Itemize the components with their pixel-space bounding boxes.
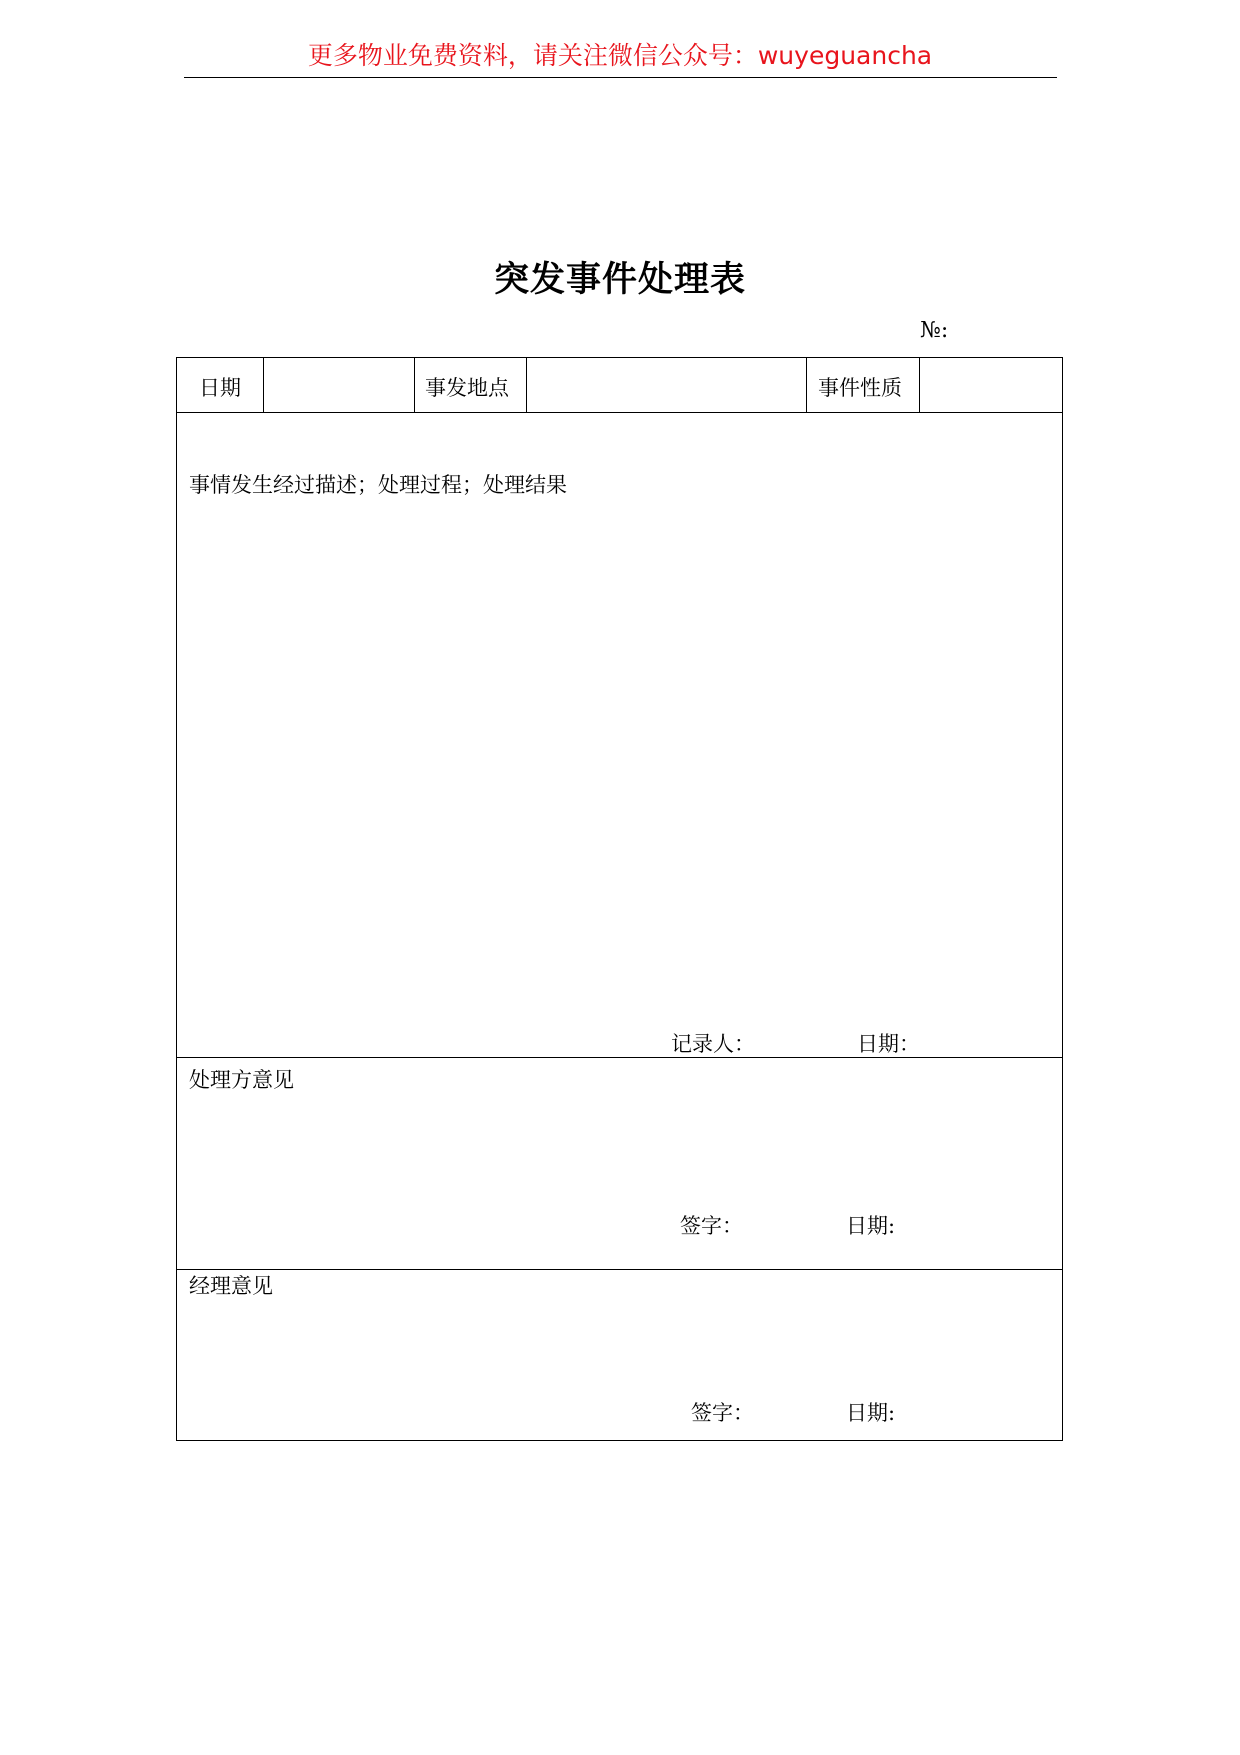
handler-sign-label: 签字： bbox=[680, 1214, 743, 1238]
row-divider-2 bbox=[177, 1057, 1062, 1058]
incident-form-table bbox=[176, 357, 1063, 1441]
form-number-label: №: bbox=[920, 318, 949, 343]
manager-sign-label: 签字： bbox=[691, 1401, 754, 1425]
handler-opinion-area[interactable] bbox=[177, 1098, 1062, 1198]
date-label: 日期 bbox=[199, 376, 241, 400]
recorder-label: 记录人： bbox=[671, 1032, 755, 1056]
divider-after-location-value bbox=[806, 358, 807, 413]
description-area[interactable] bbox=[177, 508, 1062, 928]
description-label: 事情发生经过描述；处理过程；处理结果 bbox=[189, 473, 567, 497]
manager-date-label: 日期: bbox=[846, 1401, 896, 1425]
location-value-cell[interactable] bbox=[527, 358, 807, 413]
manager-opinion-label: 经理意见 bbox=[189, 1274, 273, 1298]
handler-opinion-label: 处理方意见 bbox=[189, 1068, 294, 1092]
handler-date-label: 日期: bbox=[846, 1214, 896, 1238]
nature-value-cell[interactable] bbox=[920, 358, 1062, 413]
manager-opinion-area[interactable] bbox=[177, 1304, 1062, 1384]
header-notice: 更多物业免费资料，请关注微信公众号：wuyeguancha bbox=[307, 41, 933, 70]
document-title: 突发事件处理表 bbox=[493, 259, 746, 300]
row-divider-3 bbox=[177, 1269, 1062, 1270]
divider-after-date-value bbox=[414, 358, 415, 413]
header-divider bbox=[184, 77, 1057, 78]
date-value-cell[interactable] bbox=[264, 358, 414, 413]
description-date-label: 日期： bbox=[857, 1032, 920, 1056]
location-label: 事发地点 bbox=[425, 376, 509, 400]
nature-label: 事件性质 bbox=[818, 376, 902, 400]
row-divider-1 bbox=[177, 412, 1062, 413]
